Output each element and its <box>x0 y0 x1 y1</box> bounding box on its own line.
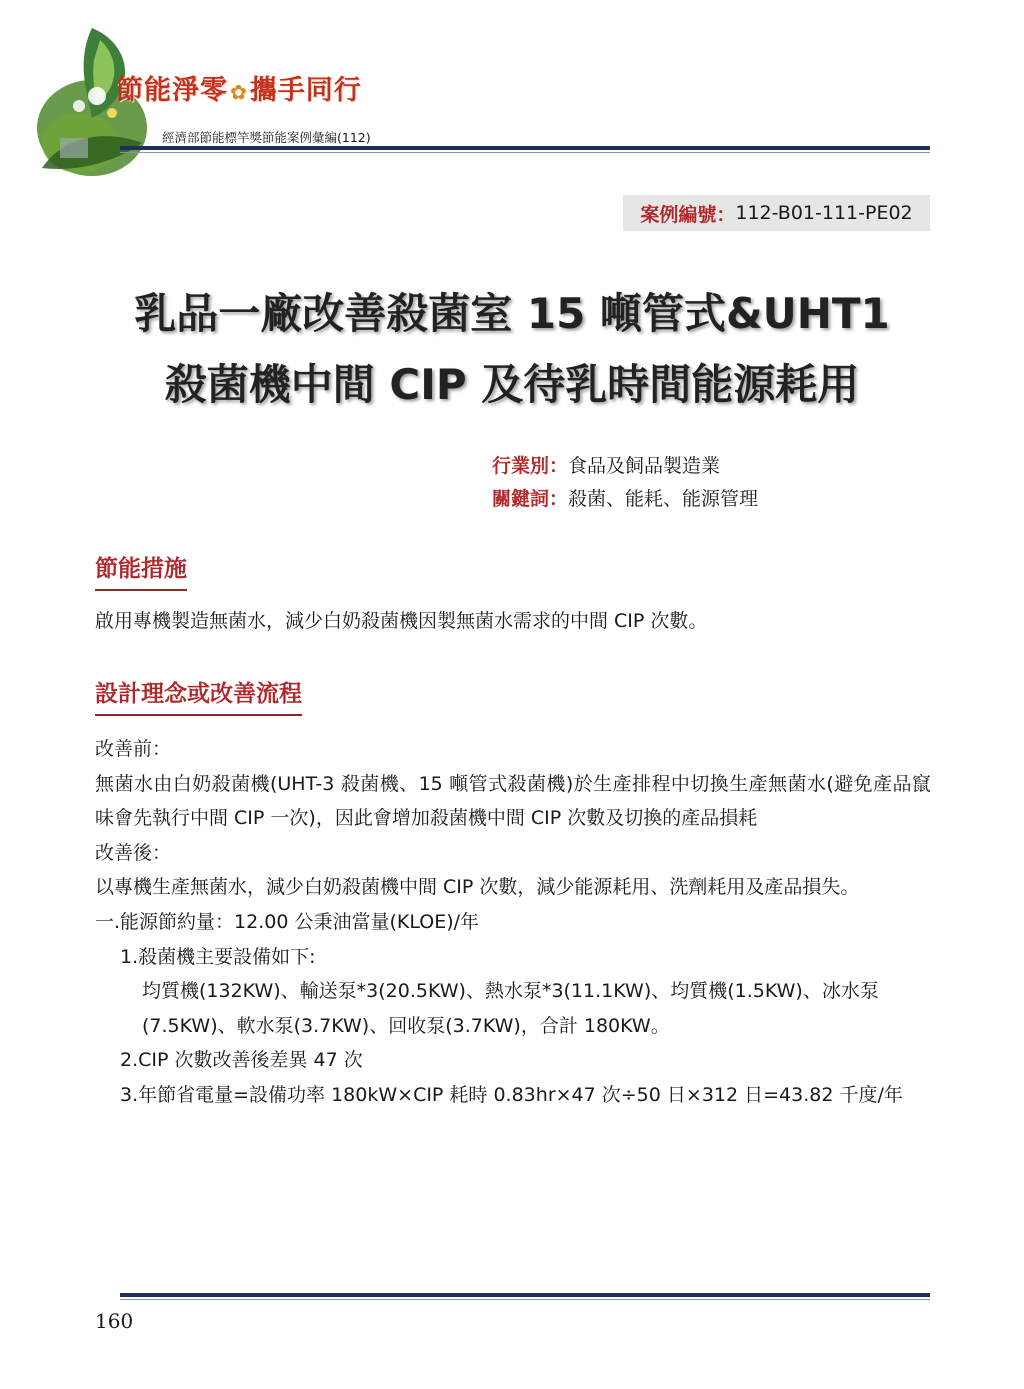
after-label: 改善後： <box>95 841 172 864</box>
cip-difference-line: 2.CIP 次數改善後差異 47 次 <box>120 1049 363 1072</box>
page-title-line-1: 乳品一廠改善殺菌室 15 噸管式&UHT1 <box>134 289 890 338</box>
publication-subtitle: 經濟部節能標竿獎節能案例彙編(112) <box>162 130 371 145</box>
section-heading-design: 設計理念或改善流程 <box>95 675 302 716</box>
slogan-right: 攜手同行 <box>249 75 362 106</box>
measures-text: 啟用專機製造無菌水，減少白奶殺菌機因製無菌水需求的中間 CIP 次數。 <box>95 610 708 632</box>
slogan-left: 節能淨零 <box>116 75 228 106</box>
before-label: 改善前： <box>95 738 172 760</box>
case-number-box <box>623 195 930 231</box>
design-text-block <box>95 732 931 1113</box>
header-rule-thick <box>120 146 930 150</box>
case-number-value: 112-B01-111-PE02 <box>735 202 913 224</box>
measures-text-block <box>95 604 931 639</box>
energy-saving-line: 一.能源節約量：12.00 公秉油當量(KLOE)/年 <box>95 910 480 933</box>
keywords-value: 殺菌、能耗、能源管理 <box>568 488 759 510</box>
keywords-row <box>492 484 758 511</box>
industry-value: 食品及飼品製造業 <box>568 455 721 477</box>
slogan <box>116 68 362 107</box>
equipment-list-title: 1.殺菌機主要設備如下: <box>120 945 316 968</box>
keywords-label: 關鍵詞： <box>492 488 569 510</box>
section-heading-measures: 節能措施 <box>95 550 187 591</box>
industry-label: 行業別： <box>492 455 569 477</box>
page-number: 160 <box>95 1309 134 1333</box>
footer-rule-thick <box>120 1293 930 1297</box>
annual-electricity-line: 3.年節省電量=設備功率 180kW×CIP 耗時 0.83hr×47 次÷50 日×312 日=43.82 千度/年 <box>120 1083 903 1106</box>
before-text: 無菌水由白奶殺菌機(UHT-3 殺菌機、15 噸管式殺菌機)於生產排程中切換生產無菌水(避免產品竄味會先執行中間 CIP 一次)，因此會增加殺菌機中間 CIP 次數及切換的產品損耗 <box>95 772 931 830</box>
header-rule-thin <box>120 152 930 153</box>
equipment-list-detail: 均質機(132KW)、輸送泵*3(20.5KW)、熱水泵*3(11.1KW)、均質機(1.5KW)、冰水泵(7.5KW)、軟水泵(3.7KW)、回收泵(3.7KW)，合計 180KW。 <box>142 980 879 1037</box>
page-title-line-2: 殺菌機中間 CIP 及待乳時間能源耗用 <box>164 360 860 409</box>
footer-rule-thin <box>120 1299 930 1300</box>
after-text: 以專機生產無菌水，減少白奶殺菌機中間 CIP 次數，減少能源耗用、洗劑耗用及產品損失。 <box>95 876 860 899</box>
industry-row <box>492 451 720 478</box>
flower-icon: ✿ <box>230 80 248 104</box>
case-number-label: 案例編號： <box>640 203 736 226</box>
